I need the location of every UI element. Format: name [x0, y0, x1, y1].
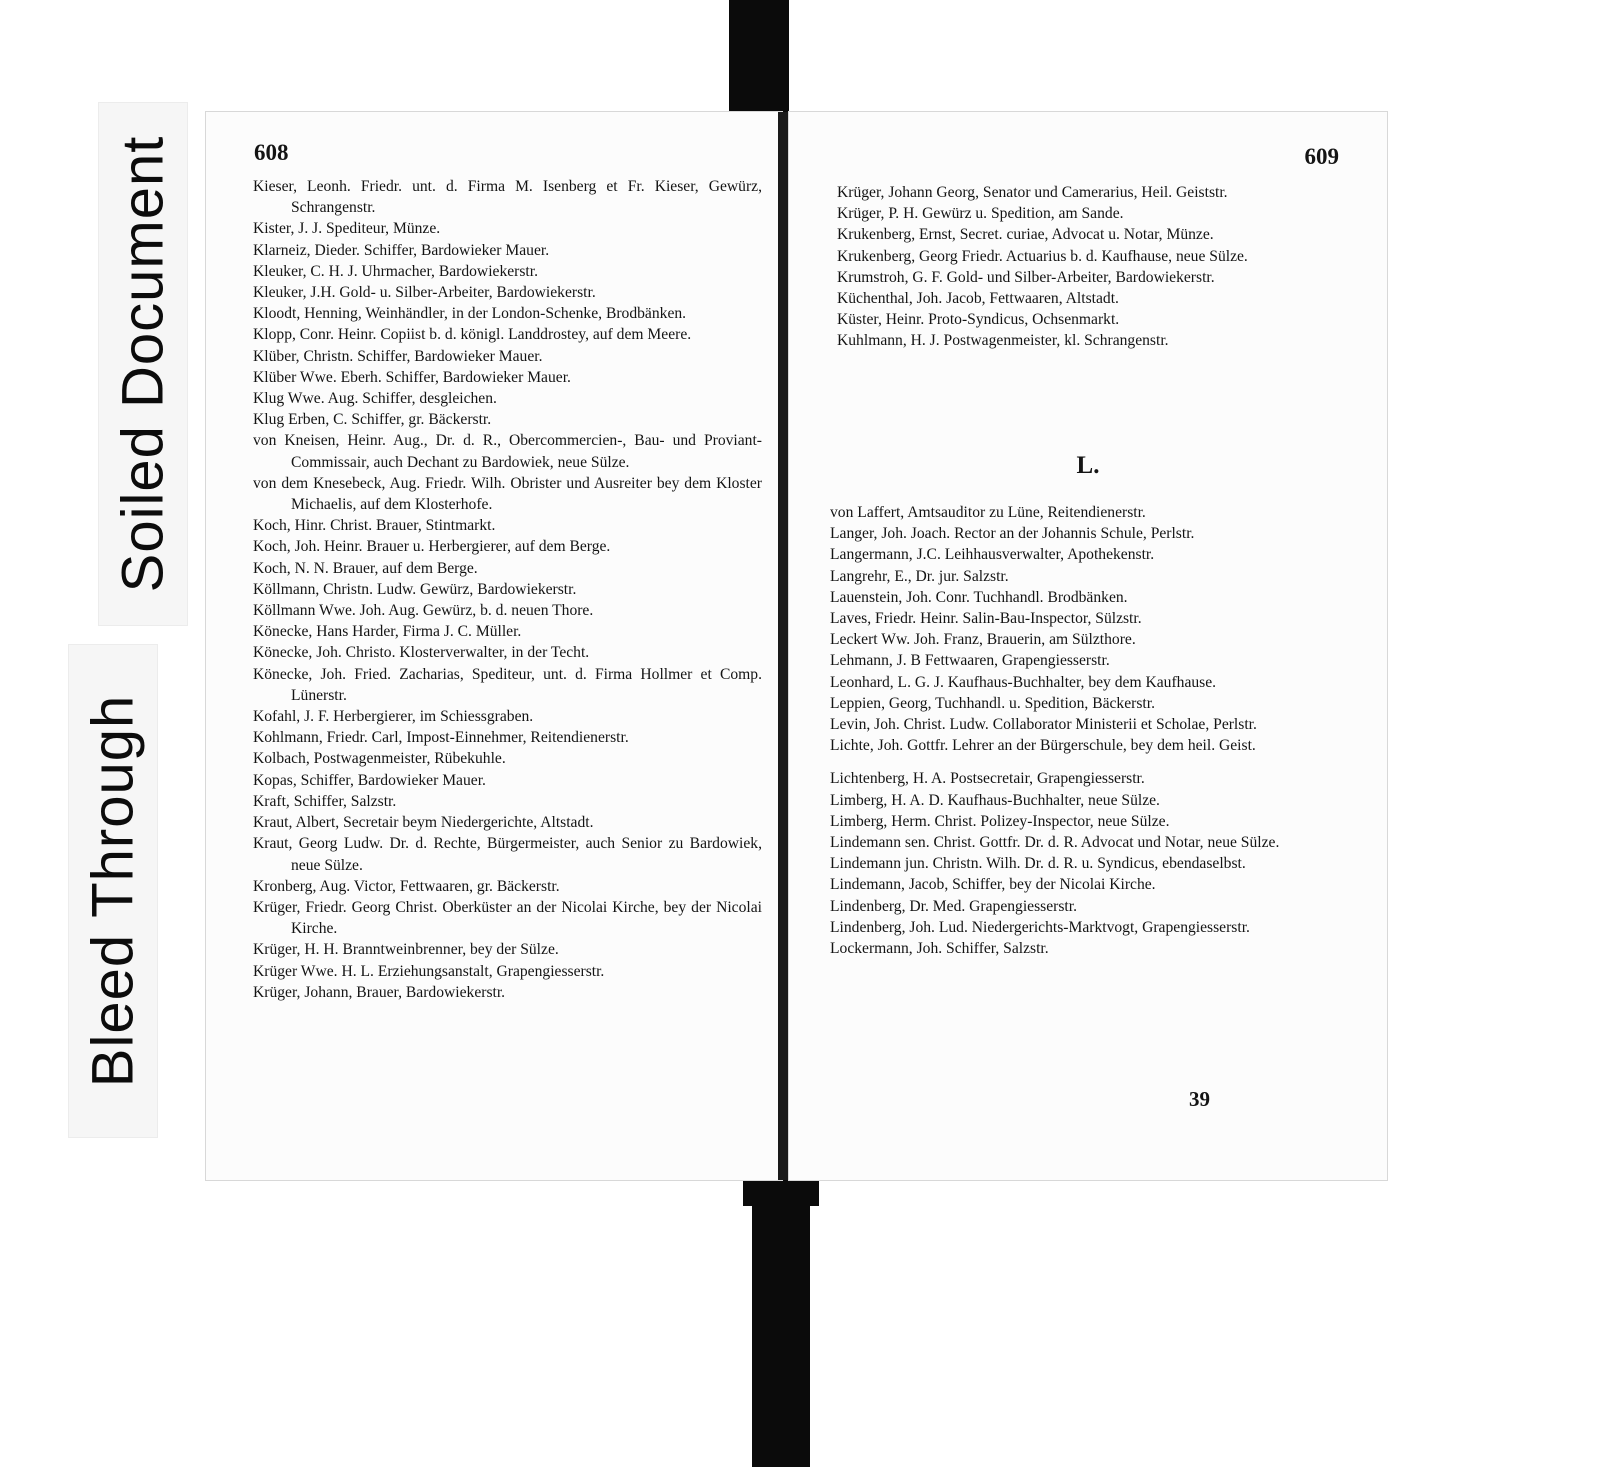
- directory-entry: Lockermann, Joh. Schiffer, Salzstr.: [830, 940, 1049, 958]
- directory-entry: Lindemann sen. Christ. Gottfr. Dr. d. R. Advocat und Notar, neue Sülze.: [830, 834, 1280, 852]
- directory-entry: Lauenstein, Joh. Conr. Tuchhandl. Brodbänken.: [830, 588, 1128, 606]
- directory-entry: Könecke, Hans Harder, Firma J. C. Müller.: [253, 623, 522, 641]
- directory-entry: von Laffert, Amtsauditor zu Lüne, Reitendienerstr.: [830, 504, 1146, 521]
- soiled-document-stamp: [98, 102, 188, 626]
- directory-entry: Leckert Ww. Joh. Franz, Brauerin, am Sülzthore.: [830, 631, 1136, 649]
- directory-entry: Köllmann, Christn. Ludw. Gewürz, Bardowiekerstr.: [253, 580, 577, 598]
- soiled-document-label: Soiled Document: [110, 135, 176, 593]
- directory-entry: Klopp, Conr. Heinr. Copiist b. d. königl. Landdrostey, auf dem Meere.: [253, 326, 692, 344]
- bleed-through-label: Bleed Through: [80, 694, 146, 1088]
- directory-entry: Koch, N. N. Brauer, auf dem Berge.: [253, 559, 478, 577]
- directory-entry: Lehmann, J. B Fettwaaren, Grapengiesserstr.: [830, 652, 1110, 670]
- directory-entry: Kister, J. J. Spediteur, Münze.: [253, 220, 441, 238]
- directory-entry: Lindemann, Jacob, Schiffer, bey der Nicolai Kirche.: [830, 876, 1156, 894]
- directory-entry: Krukenberg, Ernst, Secret. curiae, Advocat u. Notar, Münze.: [837, 226, 1214, 244]
- directory-entry: Kolbach, Postwagenmeister, Rübekuhle.: [253, 750, 506, 768]
- directory-entry: Krüger, P. H. Gewürz u. Spedition, am Sande.: [837, 205, 1124, 223]
- directory-entry: Klug Wwe. Aug. Schiffer, desgleichen.: [253, 390, 497, 408]
- directory-entry: Lindenberg, Joh. Lud. Niedergerichts-Marktvogt, Grapengiesserstr.: [830, 918, 1250, 936]
- directory-entry: Kronberg, Aug. Victor, Fettwaaren, gr. Bäckerstr.: [253, 877, 560, 895]
- directory-entry: Klüber Wwe. Eberh. Schiffer, Bardowieker Mauer.: [253, 368, 571, 386]
- section-letter-heading: L.: [1076, 452, 1100, 479]
- directory-entry: Klarneiz, Dieder. Schiffer, Bardowieker Mauer.: [253, 241, 550, 259]
- directory-entry: Limberg, Herm. Christ. Polizey-Inspector, neue Sülze.: [830, 812, 1170, 830]
- directory-entry: von dem Knesebeck, Aug. Friedr. Wilh. Obrister und Ausreiter bey dem Kloster Michaelis, auf dem Klosterhofe.: [253, 474, 762, 514]
- directory-entry: von Kneisen, Heinr. Aug., Dr. d. R., Obercommercien-, Bau- und Proviant-Commissair, auch Dechant zu Bardowiek, neue Sülze.: [253, 432, 762, 471]
- right-page-number: 609: [1304, 144, 1339, 169]
- binding-strap-top: [729, 0, 789, 121]
- directory-entry: Kloodt, Henning, Weinhändler, in der London-Schenke, Brodbänken.: [253, 305, 687, 323]
- directory-entry: Kofahl, J. F. Herbergierer, im Schiessgraben.: [253, 708, 534, 726]
- right-page-k-entries: [837, 182, 1353, 352]
- directory-entry: Kohlmann, Friedr. Carl, Impost-Einnehmer, Reitendienerstr.: [253, 729, 629, 747]
- sheet-signature: 39: [1189, 1087, 1210, 1111]
- directory-entry: Kopas, Schiffer, Bardowieker Mauer.: [253, 771, 486, 789]
- directory-entry: Levin, Joh. Christ. Ludw. Collaborator Ministerii et Scholae, Perlstr.: [830, 716, 1257, 734]
- directory-entry: Kraut, Albert, Secretair beym Niedergerichte, Altstadt.: [253, 814, 594, 832]
- directory-entry: Könecke, Joh. Fried. Zacharias, Spediteur, unt. d. Firma Hollmer et Comp. Lünerstr.: [253, 665, 762, 704]
- left-page: [206, 112, 782, 1180]
- directory-entry: Köllmann Wwe. Joh. Aug. Gewürz, b. d. neuen Thore.: [253, 602, 594, 620]
- directory-entry: Kraut, Georg Ludw. Dr. d. Rechte, Bürgermeister, auch Senior zu Bardowiek, neue Sülze.: [253, 835, 762, 874]
- directory-entry: Koch, Hinr. Christ. Brauer, Stintmarkt.: [253, 517, 496, 535]
- directory-entry: Langrehr, E., Dr. jur. Salzstr.: [830, 567, 1009, 585]
- directory-entry: Lichtenberg, H. A. Postsecretair, Grapengiesserstr.: [830, 770, 1145, 788]
- directory-entry: Könecke, Joh. Christo. Klosterverwalter, in der Techt.: [253, 644, 590, 662]
- directory-entry: Klüber, Christn. Schiffer, Bardowieker Mauer.: [253, 347, 543, 365]
- directory-entry: Krüger Wwe. H. L. Erziehungsanstalt, Grapengiesserstr.: [253, 962, 605, 980]
- directory-entry: Leonhard, L. G. J. Kaufhaus-Buchhalter, bey dem Kaufhause.: [830, 673, 1217, 691]
- directory-entry: Langermann, J.C. Leihhausverwalter, Apothekenstr.: [830, 546, 1155, 564]
- directory-entry: Lichte, Joh. Gottfr. Lehrer an der Bürgerschule, bey dem heil. Geist.: [830, 737, 1256, 755]
- directory-entry: Küchenthal, Joh. Jacob, Fettwaaren, Altstadt.: [837, 290, 1119, 308]
- right-page-l-entries: [830, 502, 1353, 959]
- directory-entry: Lindenberg, Dr. Med. Grapengiesserstr.: [830, 897, 1077, 915]
- directory-entry: Kleuker, C. H. J. Uhrmacher, Bardowiekerstr.: [253, 262, 538, 280]
- directory-entry: Krüger, Johann, Brauer, Bardowiekerstr.: [253, 983, 506, 1001]
- directory-entry: Langer, Joh. Joach. Rector an der Johannis Schule, Perlstr.: [830, 525, 1195, 543]
- directory-entry: Lindemann jun. Christn. Wilh. Dr. d. R. u. Syndicus, ebendaselbst.: [830, 855, 1246, 873]
- right-page: [789, 112, 1387, 1180]
- directory-entry: Klug Erben, C. Schiffer, gr. Bäckerstr.: [253, 411, 492, 429]
- directory-entry: Krüger, Friedr. Georg Christ. Oberküster an der Nicolai Kirche, bey der Nicolai Kirche.: [253, 898, 762, 938]
- directory-entry: Koch, Joh. Heinr. Brauer u. Herbergierer, auf dem Berge.: [253, 538, 611, 556]
- directory-entry: Küster, Heinr. Proto-Syndicus, Ochsenmarkt.: [837, 311, 1120, 329]
- bleed-through-stamp: [68, 644, 158, 1138]
- left-page-number: 608: [254, 140, 289, 165]
- directory-entry: Leppien, Georg, Tuchhandl. u. Spedition, Bäckerstr.: [830, 694, 1155, 712]
- directory-entry: Krukenberg, Georg Friedr. Actuarius b. d. Kaufhause, neue Sülze.: [837, 247, 1248, 265]
- directory-entry: Kraft, Schiffer, Salzstr.: [253, 792, 397, 810]
- left-page-entries: [253, 176, 762, 1003]
- directory-entry: Kuhlmann, H. J. Postwagenmeister, kl. Schrangenstr.: [837, 332, 1169, 350]
- directory-entry: Krüger, H. H. Branntweinbrenner, bey der Sülze.: [253, 941, 559, 959]
- binding-strap-bottom: [752, 1164, 810, 1467]
- directory-entry: Limberg, H. A. D. Kaufhaus-Buchhalter, neue Sülze.: [830, 791, 1160, 809]
- directory-entry: Krüger, Johann Georg, Senator und Camerarius, Heil. Geiststr.: [837, 184, 1228, 201]
- directory-entry: Kleuker, J.H. Gold- u. Silber-Arbeiter, Bardowiekerstr.: [253, 284, 596, 302]
- directory-entry: Laves, Friedr. Heinr. Salin-Bau-Inspector, Sülzstr.: [830, 610, 1142, 628]
- directory-entry: Kieser, Leonh. Friedr. unt. d. Firma M. Isenberg et Fr. Kieser, Gewürz, Schrangenstr.: [253, 178, 762, 217]
- directory-entry: Krumstroh, G. F. Gold- und Silber-Arbeiter, Bardowiekerstr.: [837, 268, 1215, 286]
